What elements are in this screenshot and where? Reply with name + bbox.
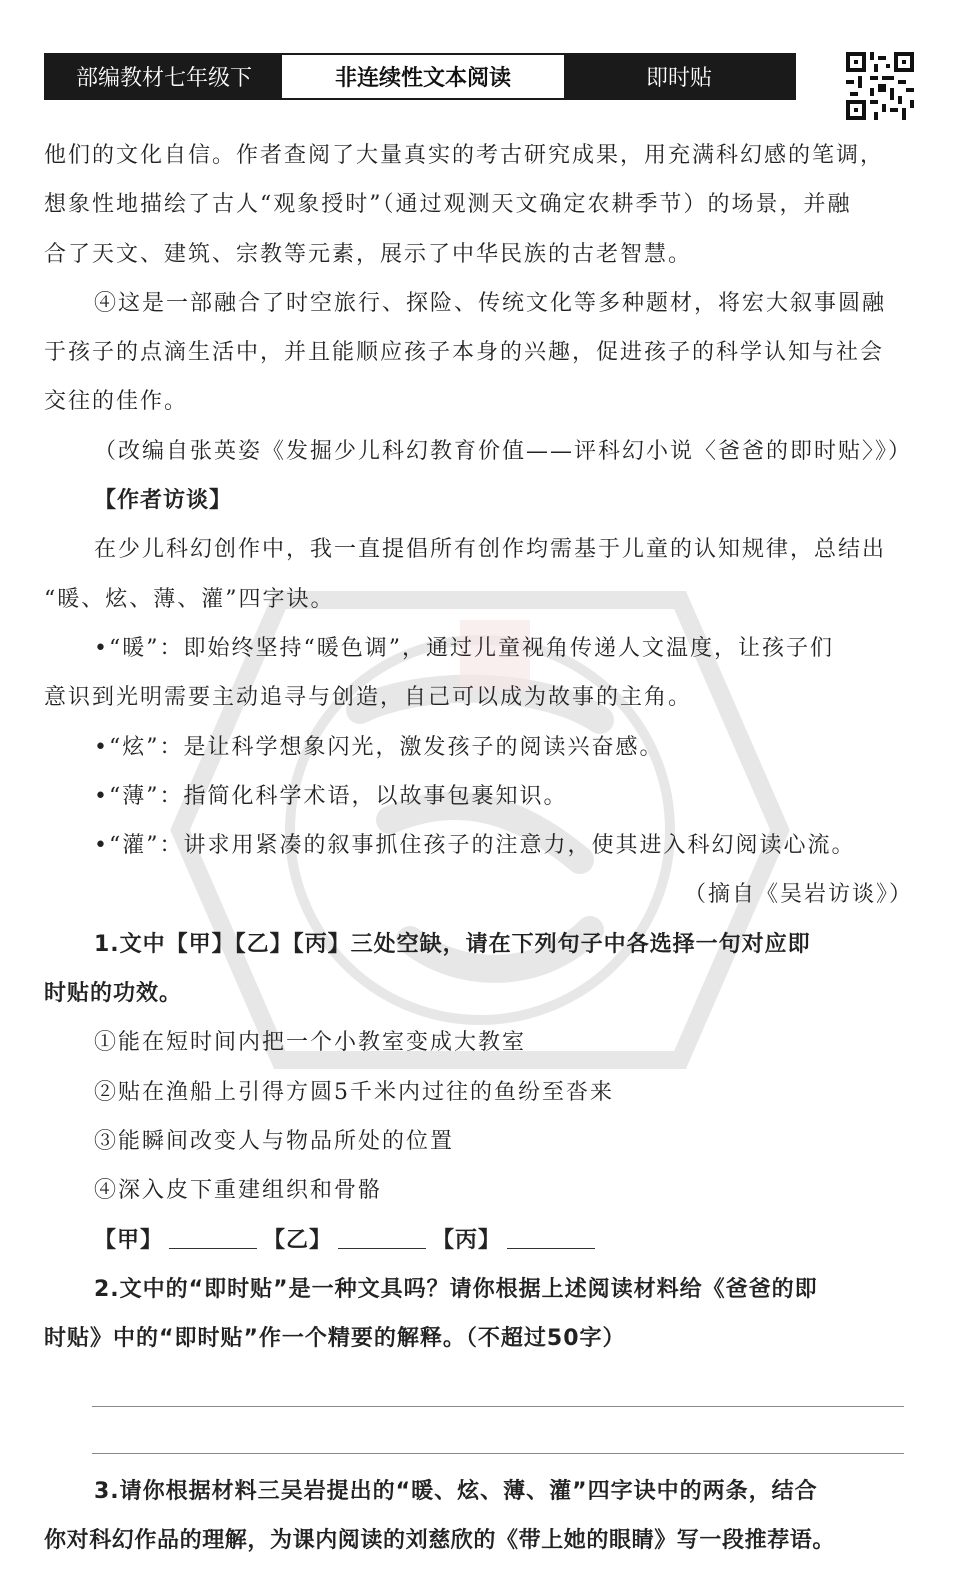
page-header — [44, 53, 796, 100]
option-item: ④深入皮下重建组织和骨骼 — [94, 1178, 383, 1204]
header-title-label: 即时贴 — [564, 55, 794, 98]
bullet-item: •“炫”：是让科学想象闪光，激发孩子的阅读兴奋感。 — [94, 734, 664, 760]
blank-label-yi: 【乙】 — [263, 1227, 333, 1253]
answer-blank[interactable] — [507, 1222, 595, 1249]
paragraph-line: ④这是一部融合了时空旅行、探险、传统文化等多种题材，将宏大叙事圆融 — [94, 290, 887, 316]
option-item: ①能在短时间内把一个小教室变成大教室 — [94, 1030, 527, 1056]
paragraph-line: 合了天文、建筑、宗教等元素，展示了中华民族的古老智慧。 — [44, 241, 693, 267]
blank-label-jia: 【甲】 — [94, 1227, 164, 1253]
question-3-text: 3.请你根据材料三吴岩提出的“暖、炫、薄、灌”四字诀中的两条，结合 — [94, 1479, 818, 1504]
answer-blank[interactable] — [169, 1222, 257, 1249]
paragraph-line: 在少儿科幻创作中，我一直提倡所有创作均需基于儿童的认知规律，总结出 — [94, 537, 887, 563]
blank-label-bing: 【丙】 — [432, 1227, 502, 1253]
question-1-text: 1.文中【甲】【乙】【丙】三处空缺，请在下列句子中各选择一句对应即 — [94, 931, 811, 957]
header-grade-label: 部编教材七年级下 — [46, 55, 282, 98]
paragraph-line: 他们的文化自信。作者查阅了大量真实的考古研究成果，用充满科幻感的笔调， — [44, 143, 885, 168]
article-body — [44, 131, 919, 1363]
bullet-item: •“暖”：即始终坚持“暖色调”，通过儿童视角传递人文温度，让孩子们 — [94, 635, 834, 661]
answer-line[interactable] — [92, 1453, 904, 1454]
paragraph-line: 想象性地描绘了古人“观象授时”（通过观测天文确定农耕季节）的场景，并融 — [44, 192, 852, 218]
paragraph-line: 于孩子的点滴生活中，并且能顺应孩子本身的兴趣，促进孩子的科学认知与社会 — [44, 340, 885, 366]
paragraph-line: 交往的佳作。 — [44, 389, 189, 415]
question-3-text: 你对科幻作品的理解，为课内阅读的刘慈欣的《带上她的眼睛》写一段推荐语。 — [44, 1528, 836, 1554]
paragraph-line: 意识到光明需要主动追寻与创造，自己可以成为故事的主角。 — [44, 685, 693, 711]
question-1-text: 时贴的功效。 — [44, 981, 183, 1007]
bullet-item: •“薄”：指简化科学术语，以故事包裹知识。 — [94, 783, 568, 809]
question-3 — [44, 1467, 919, 1566]
section-heading: 【作者访谈】 — [94, 488, 233, 514]
answer-blanks — [44, 1216, 919, 1265]
source-citation: （改编自张英姿《发掘少儿科幻教育价值——评科幻小说〈爸爸的即时贴〉》） — [94, 438, 913, 464]
question-2-text: 时贴》中的“即时贴”作一个精要的解释。（不超过50字） — [44, 1326, 626, 1352]
question-2-text: 2.文中的“即时贴”是一种文具吗？请你根据上述阅读材料给《爸爸的即 — [94, 1276, 818, 1302]
header-topic-label: 非连续性文本阅读 — [282, 55, 564, 98]
answer-line[interactable] — [92, 1406, 904, 1407]
source-citation: （摘自《吴岩访谈》） — [683, 882, 913, 908]
qr-code-icon — [846, 52, 914, 120]
paragraph-line: “暖、炫、薄、灌”四字诀。 — [44, 586, 335, 612]
option-item: ②贴在渔船上引得方圆5千米内过往的鱼纷至沓来 — [94, 1079, 614, 1105]
option-item: ③能瞬间改变人与物品所处的位置 — [94, 1128, 455, 1154]
answer-blank[interactable] — [338, 1222, 426, 1249]
bullet-item: •“灌”：讲求用紧凑的叙事抓住孩子的注意力，使其进入科幻阅读心流。 — [94, 833, 856, 859]
